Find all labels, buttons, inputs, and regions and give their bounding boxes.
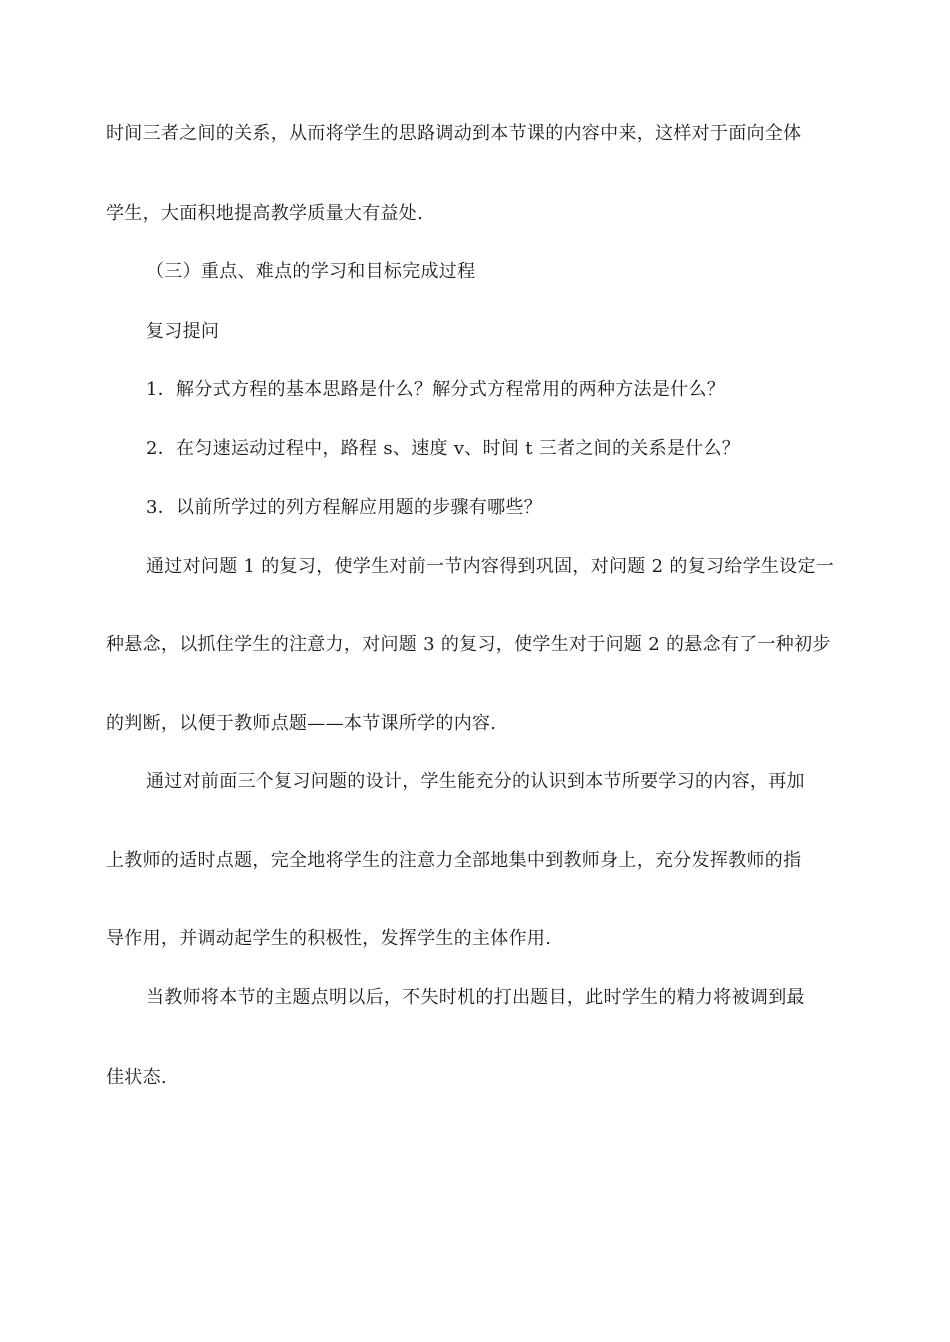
design-paragraph-line-3: 导作用，并调动起学生的积极性，发挥学生的主体作用. <box>106 928 552 949</box>
review-paragraph-line-2: 种悬念，以抓住学生的注意力，对问题 3 的复习，使学生对于问题 2 的悬念有了一种初步 <box>106 634 831 655</box>
review-heading: 复习提问 <box>146 321 220 342</box>
review-question-2: 2．在匀速运动过程中，路程 s、速度 v、时间 t 三者之间的关系是什么？ <box>146 438 741 459</box>
review-question-3: 3．以前所学过的列方程解应用题的步骤有哪些？ <box>146 497 543 518</box>
design-paragraph-line-2: 上教师的适时点题，完全地将学生的注意力全部地集中到教师身上，充分发挥教师的指 <box>106 850 802 871</box>
review-paragraph-line-3: 的判断，以便于教师点题——本节课所学的内容. <box>106 713 497 734</box>
design-paragraph-line-1: 通过对前面三个复习问题的设计，学生能充分的认识到本节所要学习的内容，再加 <box>146 771 805 792</box>
section-heading: （三）重点、难点的学习和目标完成过程 <box>146 261 476 282</box>
intro-paragraph-line-2: 学生，大面积地提高教学质量大有益处. <box>106 203 424 224</box>
topic-paragraph-line-2: 佳状态. <box>106 1067 167 1088</box>
intro-paragraph-line-1: 时间三者之间的关系，从而将学生的思路调动到本节课的内容中来，这样对于面向全体 <box>106 123 802 144</box>
review-paragraph-line-1: 通过对问题 1 的复习，使学生对前一节内容得到巩固，对问题 2 的复习给学生设定一 <box>146 556 835 577</box>
topic-paragraph-line-1: 当教师将本节的主题点明以后，不失时机的打出题目，此时学生的精力将被调到最 <box>146 987 805 1008</box>
review-question-1: 1．解分式方程的基本思路是什么？解分式方程常用的两种方法是什么？ <box>146 379 726 400</box>
